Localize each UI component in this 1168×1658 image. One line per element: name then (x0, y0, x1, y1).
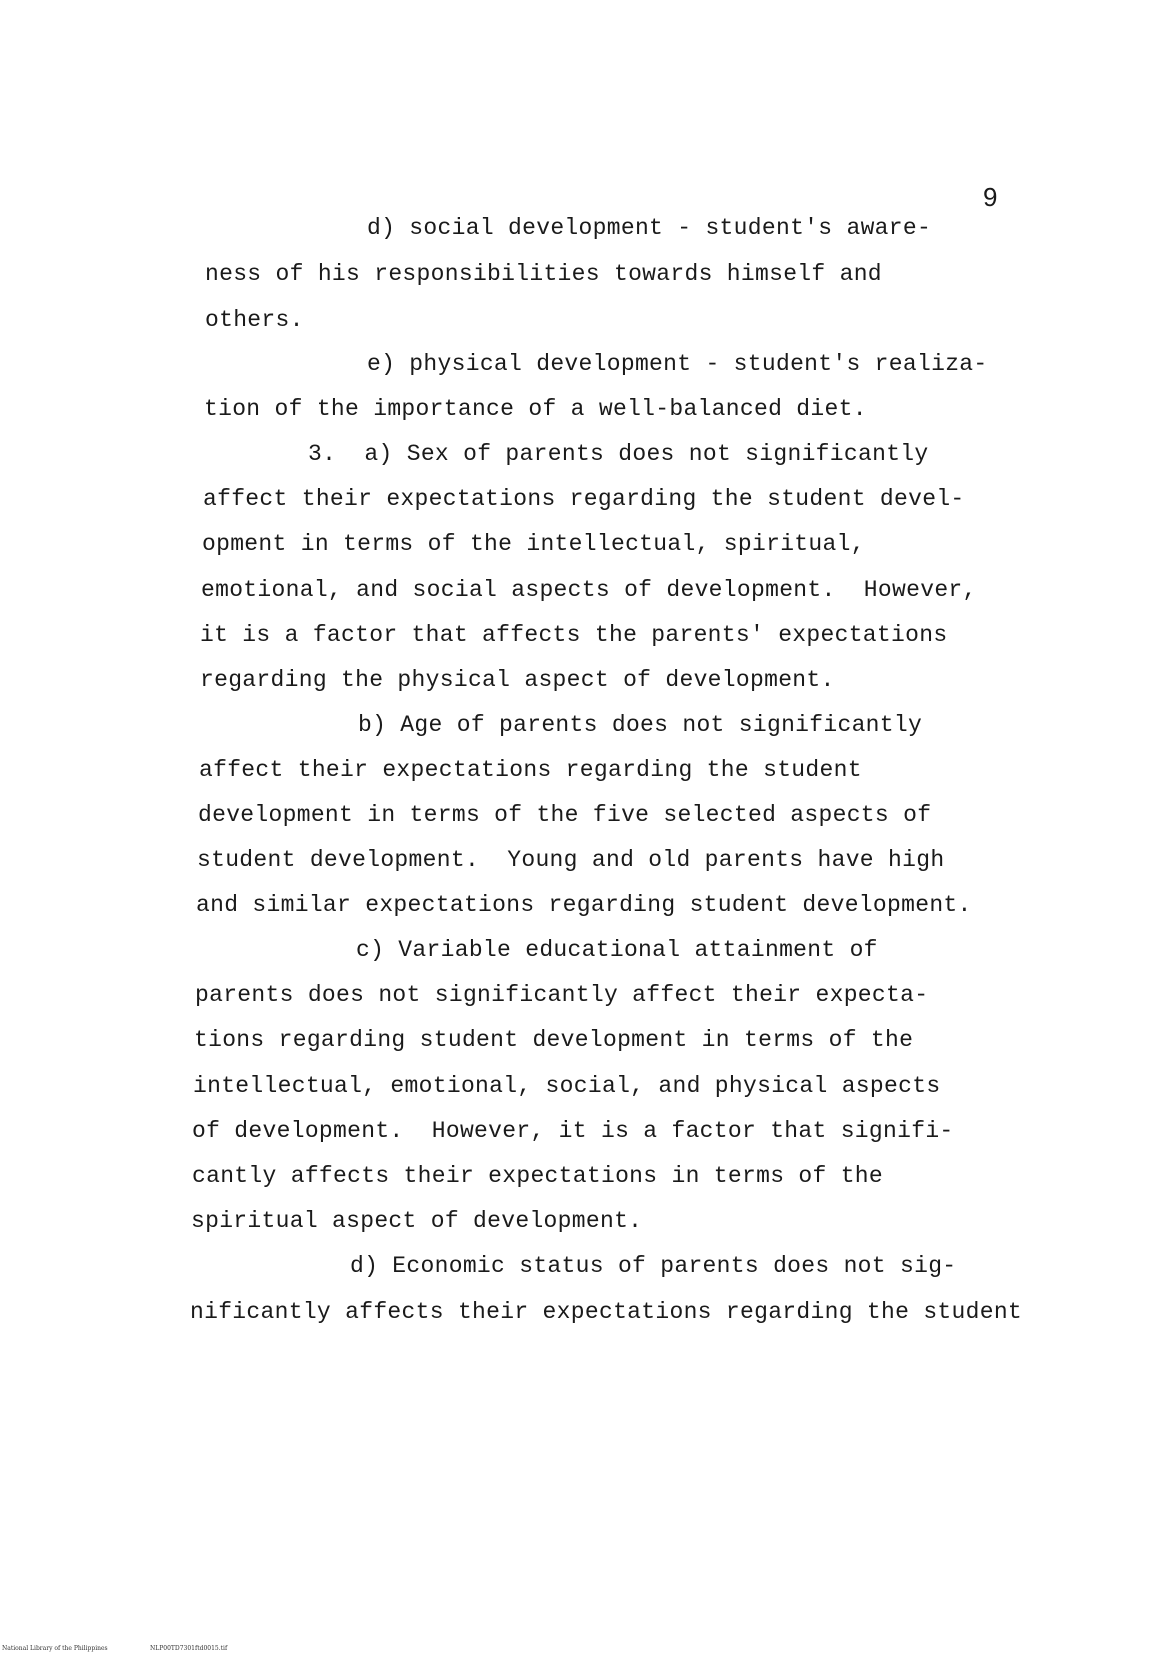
text-line: cantly affects their expectations in terms of the (192, 1163, 884, 1189)
text-line: affect their expectations regarding the student (199, 757, 862, 783)
text-line: it is a factor that affects the parents' expectations (200, 622, 948, 648)
text-line: b) Age of parents does not significantly (358, 712, 923, 738)
footer-file-id: NLP00TD7301ftd0015.tif (150, 1645, 228, 1652)
text-line: nificantly affects their expectations regarding the student (190, 1299, 1023, 1325)
text-line: others. (205, 307, 304, 333)
text-line: development in terms of the five selected aspects of (198, 802, 932, 828)
text-line: spiritual aspect of development. (191, 1208, 643, 1234)
footer-library: National Library of the Philippines (2, 1645, 108, 1652)
text-line: tions regarding student development in terms of the (194, 1027, 914, 1053)
text-line: tion of the importance of a well-balanced diet. (204, 396, 867, 422)
text-line: emotional, and social aspects of development. However, (201, 577, 977, 603)
text-line: student development. Young and old parents have high (197, 847, 945, 873)
text-line: 3. a) Sex of parents does not significantly (308, 441, 929, 467)
text-line: ness of his responsibilities towards himself and (205, 261, 882, 287)
text-line: d) social development - student's aware- (367, 215, 932, 241)
text-line: regarding the physical aspect of development. (200, 667, 835, 693)
text-line: opment in terms of the intellectual, spiritual, (202, 531, 865, 557)
text-line: and similar expectations regarding student development. (196, 892, 972, 918)
text-line: intellectual, emotional, social, and physical aspects (193, 1073, 941, 1099)
text-line: e) physical development - student's realiza- (367, 351, 988, 377)
text-line: of development. However, it is a factor that signifi- (192, 1118, 954, 1144)
text-line: parents does not significantly affect their expecta- (195, 982, 929, 1008)
text-line: d) Economic status of parents does not sig- (350, 1253, 957, 1279)
text-line: c) Variable educational attainment of (356, 937, 878, 963)
page-number: 9 (983, 182, 998, 212)
text-line: affect their expectations regarding the student devel- (203, 486, 965, 512)
